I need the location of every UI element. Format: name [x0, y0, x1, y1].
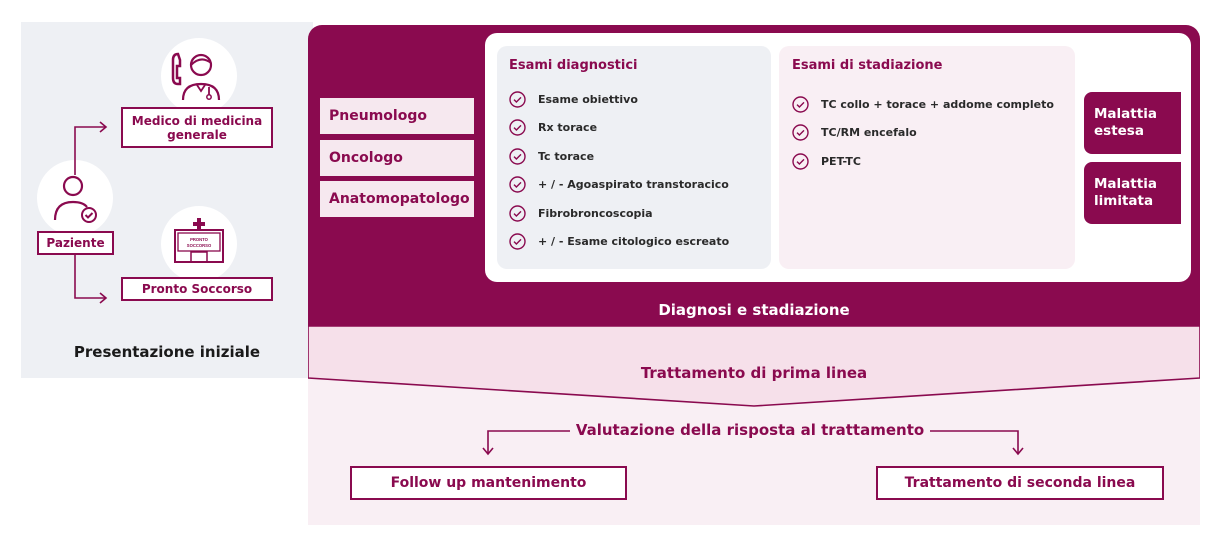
staging-item: PET-TC: [792, 153, 861, 170]
check-circle-icon: [509, 119, 526, 136]
diagnostic-item: Rx torace: [509, 119, 597, 136]
patient-connectors: [60, 115, 120, 305]
outcome-limited: Malattia limitata: [1084, 162, 1181, 224]
doctor-label: Medico di medicina generale: [121, 107, 273, 148]
staging-exams-title: Esami di stadiazione: [792, 58, 943, 73]
check-circle-icon: [509, 233, 526, 250]
er-label: Pronto Soccorso: [121, 277, 273, 301]
check-circle-icon: [509, 148, 526, 165]
check-circle-icon: [792, 124, 809, 141]
check-circle-icon: [792, 153, 809, 170]
outcome-extended: Malattia estesa: [1084, 92, 1181, 154]
diagnostic-item: Tc torace: [509, 148, 594, 165]
svg-text:PRONTO: PRONTO: [190, 237, 208, 242]
diagnostic-item: Esame obiettivo: [509, 91, 638, 108]
hospital-icon: [161, 206, 237, 282]
diagnosis-label: Diagnosi e stadiazione: [658, 301, 850, 319]
connector-to-second-line: [930, 431, 1018, 453]
check-circle-icon: [509, 176, 526, 193]
connector-to-er: [75, 255, 105, 298]
evaluation-label: Valutazione della risposta al trattamento: [575, 421, 925, 439]
diagnostic-item: Fibrobroncoscopia: [509, 205, 653, 222]
initial-presentation-title: Presentazione iniziale: [73, 343, 261, 361]
patient-label: Paziente: [37, 231, 114, 255]
diagnostic-item: + / - Esame citologico escreato: [509, 233, 729, 250]
role-oncologo: Oncologo: [320, 140, 474, 176]
role-pneumologo: Pneumologo: [320, 98, 474, 134]
second-line-box: Trattamento di seconda linea: [876, 466, 1164, 500]
er-avatar: [161, 206, 237, 282]
diagnostic-exams-title: Esami diagnostici: [509, 58, 638, 73]
svg-text:SOCCORSO: SOCCORSO: [186, 243, 212, 248]
connector-to-doctor: [75, 127, 105, 175]
follow-up-box: Follow up mantenimento: [350, 466, 627, 500]
doctor-avatar: [161, 38, 237, 114]
first-line-label: Trattamento di prima linea: [640, 364, 868, 382]
staging-item: TC/RM encefalo: [792, 124, 917, 141]
diagnostic-item: + / - Agoaspirato transtoracico: [509, 176, 729, 193]
staging-item: TC collo + torace + addome completo: [792, 96, 1054, 113]
connector-to-follow-up: [488, 431, 570, 453]
role-anatomopatologo: Anatomopatologo: [320, 181, 474, 217]
doctor-phone-icon: [161, 38, 237, 114]
check-circle-icon: [792, 96, 809, 113]
check-circle-icon: [509, 91, 526, 108]
check-circle-icon: [509, 205, 526, 222]
